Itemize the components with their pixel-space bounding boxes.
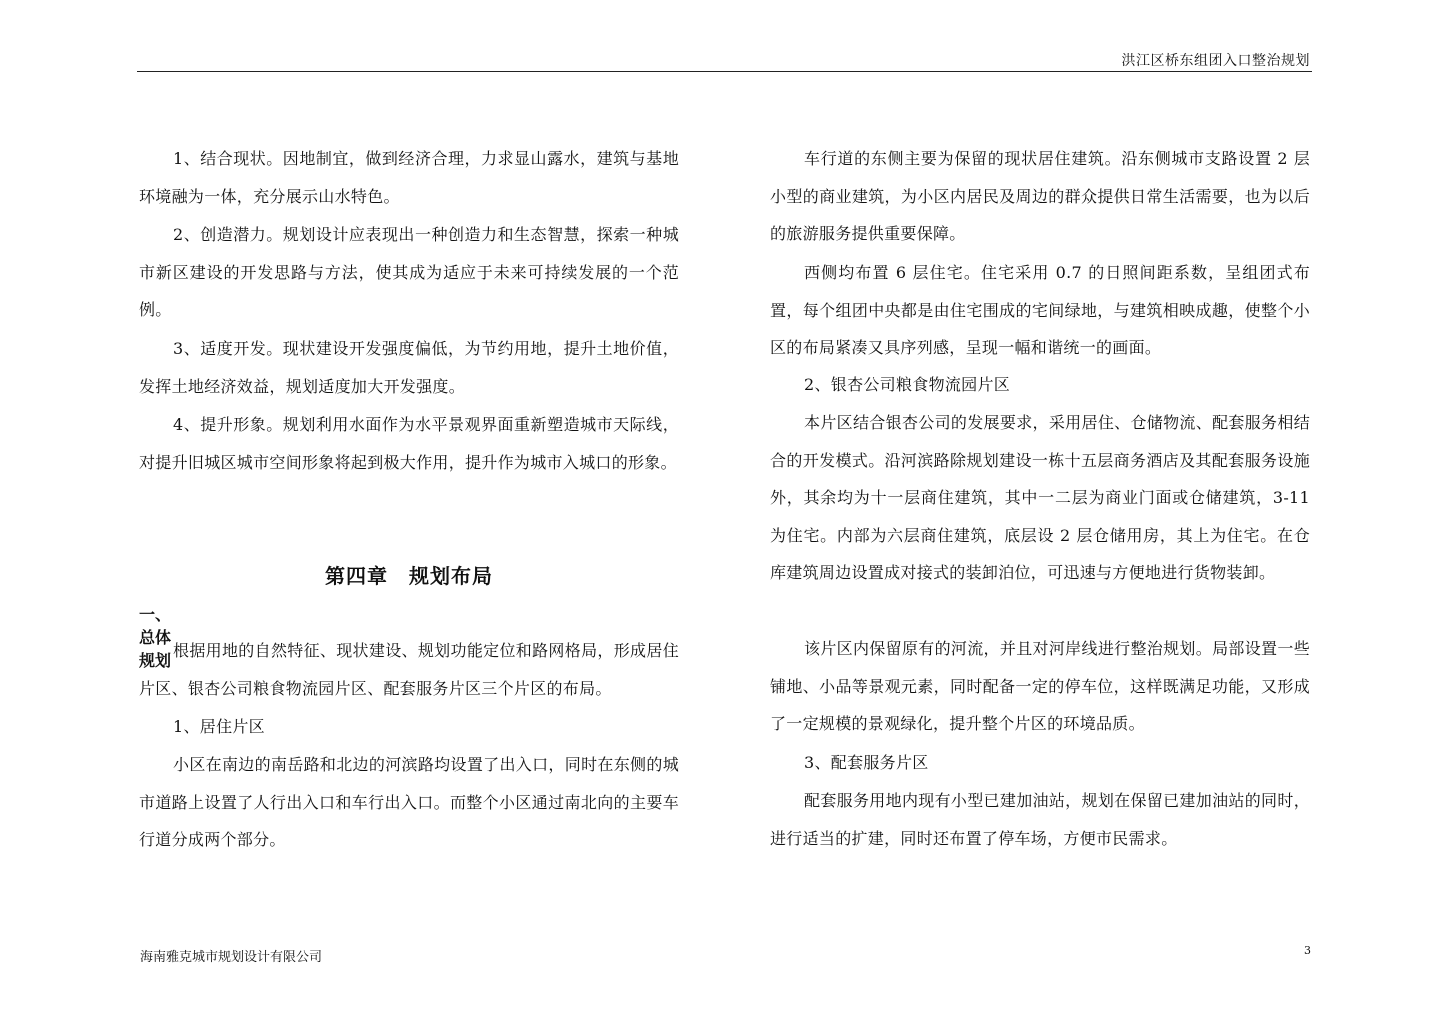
body-paragraph: 西侧均布置 6 层住宅。住宅采用 0.7 的日照间距系数，呈组团式布置，每个组团中央都是由住宅围成的宅间绿地，与建筑相映成趣，使整个小区的布局紧凑又具序列感，呈现一幅和谐统一的画面。	[770, 263, 1310, 357]
body-paragraph: 小区在南边的南岳路和北边的河滨路均设置了出入口，同时在东侧的城市道路上设置了人行出入口和车行出入口。而整个小区通过南北向的主要车行道分成两个部分。	[139, 755, 679, 849]
body-paragraph: 该片区内保留原有的河流，并且对河岸线进行整治规划。局部设置一些铺地、小品等景观元素，同时配备一定的停车位，这样既满足功能，又形成了一定规模的景观绿化，提升整个片区的环境品质。	[770, 639, 1310, 733]
header-rule	[137, 71, 1312, 72]
body-paragraph: 根据用地的自然特征、现状建设、规划功能定位和路网格局，形成居住片区、银杏公司粮食物流园片区、配套服务片区三个片区的布局。	[139, 641, 679, 698]
subsection-heading: 2、银杏公司粮食物流园片区	[804, 375, 1011, 394]
page-number: 3	[1304, 944, 1311, 957]
header-title: 洪江区桥东组团入口整治规划	[1121, 53, 1310, 69]
body-paragraph: 车行道的东侧主要为保留的现状居住建筑。沿东侧城市支路设置 2 层小型的商业建筑，为小区内居民及周边的群众提供日常生活需要，也为以后的旅游服务提供重要保障。	[770, 149, 1310, 243]
body-paragraph: 配套服务用地内现有小型已建加油站，规划在保留已建加油站的同时，进行适当的扩建，同时还布置了停车场，方便市民需求。	[770, 791, 1310, 848]
chapter-title: 第四章 规划布局	[325, 564, 493, 588]
section-title: 一、总体规划	[139, 605, 172, 670]
principle-paragraph: 2、创造潜力。规划设计应表现出一种创造力和生态智慧，探索一种城市新区建设的开发思路与方法，使其成为适应于未来可持续发展的一个范例。	[139, 225, 679, 319]
principle-paragraph: 4、提升形象。规划利用水面作为水平景观界面重新塑造城市天际线，对提升旧城区城市空间形象将起到极大作用，提升作为城市入城口的形象。	[139, 415, 679, 472]
subsection-heading: 1、居住片区	[173, 717, 265, 736]
principle-paragraph: 3、适度开发。现状建设开发强度偏低，为节约用地，提升土地价值，发挥土地经济效益，规划适度加大开发强度。	[139, 339, 679, 396]
footer-company: 海南雅克城市规划设计有限公司	[140, 950, 323, 965]
principle-paragraph: 1、结合现状。因地制宜，做到经济合理，力求显山露水，建筑与基地环境融为一体，充分展示山水特色。	[139, 149, 679, 206]
body-paragraph: 本片区结合银杏公司的发展要求，采用居住、仓储物流、配套服务相结合的开发模式。沿河滨路除规划建设一栋十五层商务酒店及其配套服务设施外，其余均为十一层商住建筑，其中一二层为商业门面或仓储建筑，3-11 为住宅。内部为六层商住建筑，底层设 2 层仓储用房，其上为住宅。在仓库建筑周边设置成对接式的装卸泊位，可迅速与方便地进行货物装卸。	[770, 413, 1310, 582]
subsection-heading: 3、配套服务片区	[804, 753, 929, 772]
